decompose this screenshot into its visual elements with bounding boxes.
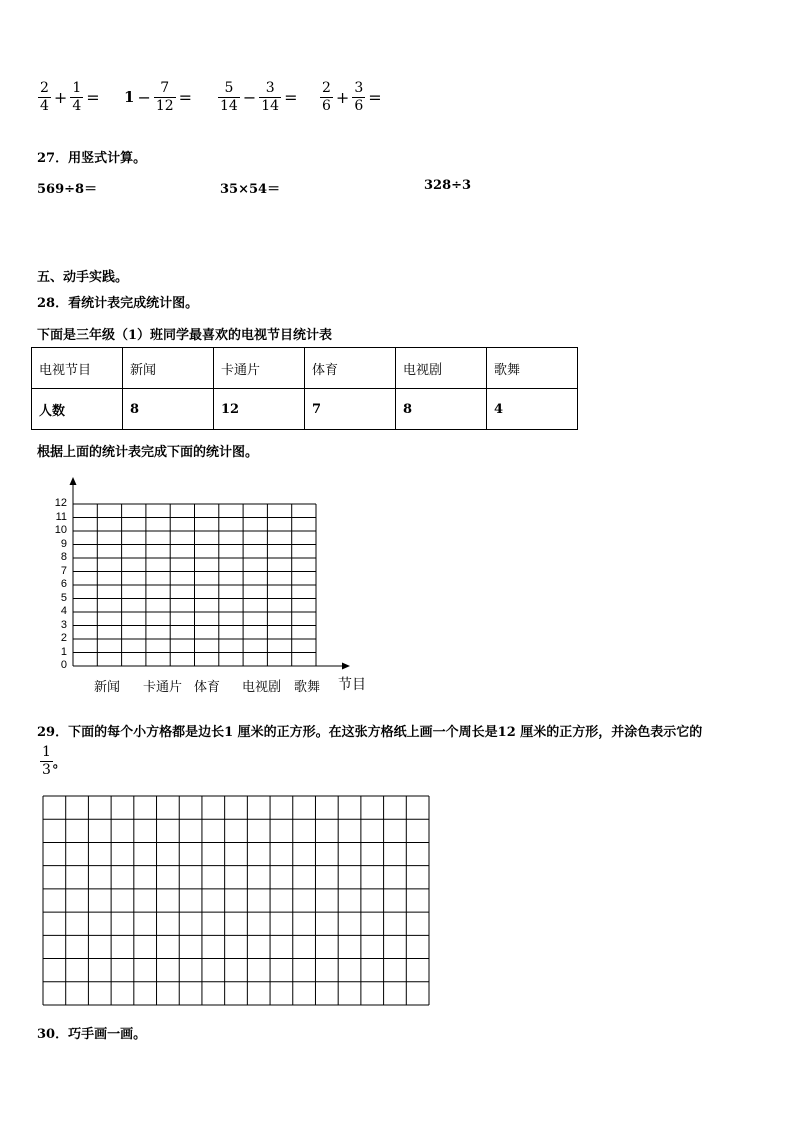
q27-item-3: 328÷3 <box>424 178 472 193</box>
q30-title: 30．巧手画一画。 <box>37 1027 147 1042</box>
q29-text: 29．下面的每个小方格都是边长1 厘米的正方形。在这张方格纸上画一个周长是12 厘米的正方形，并涂色表示它的 <box>37 725 703 740</box>
fraction: $\frac{1}{4}$ <box>72 79 82 114</box>
fraction-expression-1: $\frac{2}{4}$ + $\frac{1}{4}$ = <box>40 79 100 114</box>
x-category-label: 卡通片 <box>143 680 183 695</box>
y-tick-label: 6 <box>60 578 67 590</box>
fraction: $\frac{3}{6}$ <box>354 79 364 114</box>
fraction-expression-2: 1 − $\frac{7}{12}$ = <box>124 79 193 114</box>
table-cell: 8 <box>396 389 487 430</box>
table-cell: 8 <box>123 389 214 430</box>
q27-item-1: 569÷8＝ <box>37 182 98 197</box>
section-heading: 五、动手实践。 <box>37 270 129 285</box>
fraction: $\frac{5}{14}$ <box>220 79 238 114</box>
y-tick-label: 2 <box>60 632 67 644</box>
fraction: $\frac{3}{14}$ <box>261 79 280 114</box>
y-tick-label: 10 <box>54 524 67 536</box>
fraction: $\frac{2}{6}$ <box>322 79 331 114</box>
x-category-label: 电视剧 <box>242 680 282 695</box>
table-header-cell: 电视节目 <box>32 348 123 389</box>
y-tick-label: 5 <box>60 591 67 604</box>
table-cell: 电视剧 <box>396 348 487 389</box>
table-cell: 卡通片 <box>214 348 305 389</box>
fraction-expression-3: $\frac{5}{14}$ − $\frac{3}{14}$ = <box>220 79 298 114</box>
table-caption: 下面是三年级（1）班同学最喜欢的电视节目统计表 <box>37 328 333 343</box>
x-category-label: 体育 <box>194 680 221 695</box>
y-tick-label: 1 <box>60 645 67 658</box>
y-tick-label: 8 <box>60 551 67 563</box>
y-tick-label: 4 <box>60 605 67 617</box>
q28-title: 28．看统计表完成统计图。 <box>37 296 199 311</box>
y-tick-label: 7 <box>60 564 67 577</box>
table-cell: 歌舞 <box>487 348 578 389</box>
y-tick-label: 0 <box>60 659 67 671</box>
q28-instruction: 根据上面的统计表完成下面的统计图。 <box>37 445 259 460</box>
table-cell: 新闻 <box>123 348 214 389</box>
x-axis-label: 节目 <box>338 677 366 693</box>
q27-item-2: 35×54＝ <box>220 182 281 197</box>
table-cell: 4 <box>487 389 578 430</box>
fraction: $\frac{7}{12}$ <box>155 79 174 114</box>
q29-fraction: $\frac{1}{3}$ 。 <box>42 744 66 778</box>
y-tick-label: 12 <box>54 497 67 509</box>
y-tick-label: 9 <box>60 537 67 550</box>
q27-title: 27．用竖式计算。 <box>37 151 147 166</box>
x-category-label: 歌舞 <box>294 680 321 695</box>
y-tick-label: 3 <box>60 618 67 631</box>
table-cell: 体育 <box>305 348 396 389</box>
x-category-label: 新闻 <box>94 680 121 695</box>
table-cell: 12 <box>214 389 305 430</box>
y-tick-label: 11 <box>55 510 67 523</box>
fraction: $\frac{2}{4}$ <box>40 79 49 114</box>
fraction-expression-4: $\frac{2}{6}$ + $\frac{3}{6}$ = <box>322 79 382 114</box>
table-header-cell: 人数 <box>32 389 123 430</box>
table-cell: 7 <box>305 389 396 430</box>
fraction: $\frac{1}{3}$ <box>42 744 51 778</box>
